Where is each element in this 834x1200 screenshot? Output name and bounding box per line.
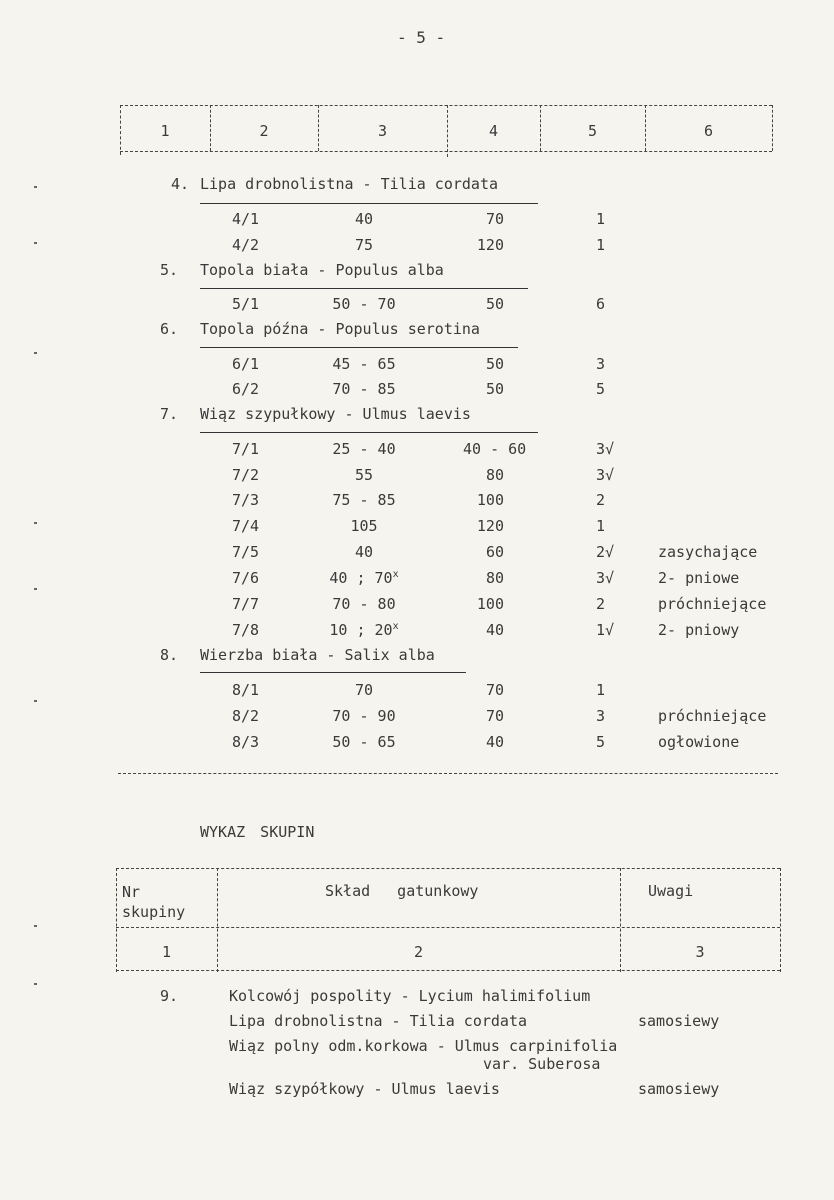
count: 6 xyxy=(596,295,606,313)
column-header-1: 1 xyxy=(160,122,170,140)
count: 1 xyxy=(596,517,606,535)
species-name: Topola biała - Populus alba xyxy=(200,261,444,279)
group-species-line: Lipa drobnolistna - Tilia cordata xyxy=(229,1012,528,1030)
count: 2√ xyxy=(596,543,615,561)
column-header-2: 2 xyxy=(259,122,269,140)
group-species-line: Kolcowój pospolity - Lycium halimifolium xyxy=(229,987,591,1005)
column-header-4: 4 xyxy=(488,122,499,140)
count: 1√ xyxy=(596,621,615,639)
column-number-1: 1 xyxy=(161,943,172,961)
remark: próchniejące xyxy=(658,595,767,613)
margin-mark xyxy=(34,700,37,702)
plot-id: 7/4 xyxy=(232,517,260,535)
height: 70 xyxy=(485,210,504,228)
species-number: 6. xyxy=(160,320,179,338)
margin-mark xyxy=(34,588,37,590)
count: 5 xyxy=(596,733,606,751)
diameter: 105 xyxy=(350,517,378,535)
height: 50 xyxy=(485,355,504,373)
height: 40 - 60 xyxy=(463,440,527,458)
group-species-note: samosiewy xyxy=(638,1080,720,1098)
group-species-line: Wiąz polny odm.korkowa - Ulmus carpinifolia xyxy=(229,1037,618,1055)
height: 60 xyxy=(485,543,504,561)
height: 100 xyxy=(476,595,504,613)
height: 40 xyxy=(485,733,504,751)
plot-id: 8/3 xyxy=(232,733,260,751)
diameter: 70 - 80 xyxy=(332,595,396,613)
plot-id: 4/2 xyxy=(232,236,260,254)
column-header-6: 6 xyxy=(703,122,714,140)
plot-id: 7/6 xyxy=(232,569,260,587)
margin-mark xyxy=(34,242,37,244)
diameter: 70 xyxy=(354,681,374,699)
plot-id: 7/2 xyxy=(232,466,260,484)
margin-mark xyxy=(34,925,37,927)
diameter: 70 - 85 xyxy=(332,380,396,398)
plot-id: 8/1 xyxy=(232,681,260,699)
plot-id: 7/3 xyxy=(232,491,260,509)
section-title: WYKAZ SKUPIN xyxy=(200,823,315,841)
diameter: 40 ; 70$^x$ xyxy=(329,569,399,587)
height: 100 xyxy=(476,491,504,509)
diameter: 50 - 70 xyxy=(332,295,396,313)
group-species-note: samosiewy xyxy=(638,1012,720,1030)
header-species-composition: Skład gatunkowy xyxy=(325,882,479,900)
diameter: 40 xyxy=(354,210,374,228)
plot-id: 5/1 xyxy=(232,295,260,313)
remark: próchniejące xyxy=(658,707,767,725)
diameter: 10 ; 20$^x$ xyxy=(329,621,399,639)
height: 70 xyxy=(485,681,504,699)
count: 3√ xyxy=(596,440,615,458)
species-number: 8. xyxy=(160,646,179,664)
plot-id: 7/8 xyxy=(232,621,260,639)
count: 5 xyxy=(596,380,606,398)
plot-id: 4/1 xyxy=(232,210,260,228)
diameter: 70 - 90 xyxy=(332,707,396,725)
plot-id: 6/2 xyxy=(232,380,260,398)
remark: zasychające xyxy=(658,543,758,561)
count: 3√ xyxy=(596,569,615,587)
diameter: 75 - 85 xyxy=(332,491,396,509)
diameter: 75 xyxy=(354,236,374,254)
margin-mark xyxy=(34,522,37,524)
height: 70 xyxy=(485,707,504,725)
page-number: - 5 - xyxy=(397,28,446,47)
diameter: 45 - 65 xyxy=(332,355,396,373)
group-species-line: var. Suberosa xyxy=(483,1055,601,1073)
height: 80 xyxy=(485,466,504,484)
plot-id: 7/1 xyxy=(232,440,260,458)
column-number-3: 3 xyxy=(695,943,705,961)
species-name: Wierzba biała - Salix alba xyxy=(200,646,435,664)
plot-id: 7/7 xyxy=(232,595,260,613)
table-end-rule xyxy=(118,773,778,774)
species-number: 4. xyxy=(171,175,190,193)
count: 3 xyxy=(596,707,606,725)
remark: 2- pniowy xyxy=(658,621,740,639)
column-number-2: 2 xyxy=(413,943,424,961)
margin-mark xyxy=(34,983,37,985)
height: 50 xyxy=(485,380,504,398)
diameter: 50 - 65 xyxy=(332,733,396,751)
species-number: 5. xyxy=(160,261,179,279)
margin-mark xyxy=(34,352,37,354)
count: 3√ xyxy=(596,466,615,484)
count: 1 xyxy=(596,681,606,699)
height: 120 xyxy=(476,236,504,254)
plot-id: 6/1 xyxy=(232,355,260,373)
species-number: 7. xyxy=(160,405,179,423)
count: 1 xyxy=(596,236,606,254)
remark: ogłowione xyxy=(658,733,740,751)
species-name: Wiąz szypułkowy - Ulmus laevis xyxy=(200,405,471,423)
group-number: 9. xyxy=(160,987,179,1005)
species-name: Lipa drobnolistna - Tilia cordata xyxy=(200,175,499,193)
column-header-3: 3 xyxy=(377,122,388,140)
remark: 2- pniowe xyxy=(658,569,740,587)
species-name: Topola późna - Populus serotina xyxy=(200,320,480,338)
header-group-number: Nr skupiny xyxy=(122,883,186,921)
group-species-line: Wiąz szypółkowy - Ulmus laevis xyxy=(229,1080,500,1098)
plot-id: 8/2 xyxy=(232,707,260,725)
count: 2 xyxy=(596,491,606,509)
margin-mark xyxy=(34,186,37,188)
count: 1 xyxy=(596,210,606,228)
header-remarks: Uwagi xyxy=(648,882,694,900)
column-header-5: 5 xyxy=(587,122,598,140)
diameter: 40 xyxy=(354,543,374,561)
height: 40 xyxy=(485,621,504,639)
height: 50 xyxy=(485,295,504,313)
diameter: 55 xyxy=(354,466,374,484)
count: 3 xyxy=(596,355,606,373)
height: 80 xyxy=(485,569,504,587)
plot-id: 7/5 xyxy=(232,543,260,561)
diameter: 25 - 40 xyxy=(332,440,396,458)
height: 120 xyxy=(476,517,504,535)
count: 2 xyxy=(596,595,606,613)
